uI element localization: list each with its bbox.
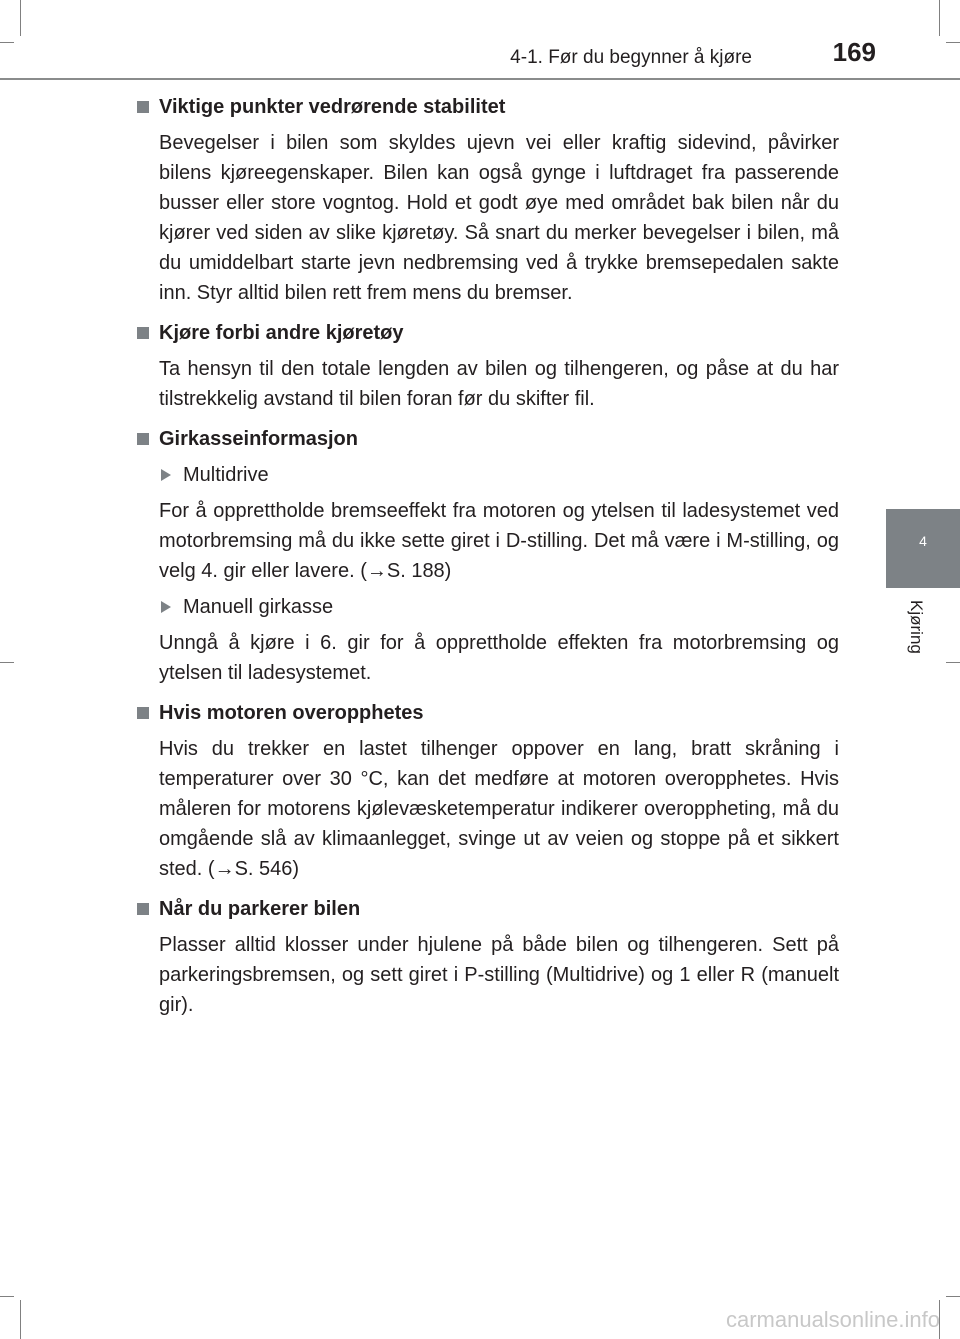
section-parking bbox=[131, 894, 839, 1020]
header-rule bbox=[0, 78, 960, 80]
section-heading-text: Girkasseinformasjon bbox=[159, 428, 358, 450]
subsection-body: For å opprettholde bremseeffekt fra motoren og ytelsen til ladesystemet ved motorbremsing må du ikke sette giret i D-stilling. Det må være i M-stilling, og velg 4. gir eller lavere. (→S. 188) bbox=[159, 500, 839, 582]
section-heading bbox=[131, 92, 839, 122]
section-transmission bbox=[131, 424, 839, 688]
crop-mark bbox=[20, 1300, 21, 1339]
crop-mark bbox=[946, 1296, 960, 1297]
watermark: carmanualsonline.info bbox=[725, 1307, 940, 1332]
page-number: 169 bbox=[832, 37, 876, 67]
section-body: Ta hensyn til den totale lengden av bilen og tilhengeren, og påse at du har tilstrekkelig avstand til bilen foran før du skifter fil. bbox=[159, 358, 839, 410]
triangle-bullet-icon bbox=[161, 601, 171, 613]
section-stability bbox=[131, 92, 839, 308]
section-body: Plasser alltid klosser under hjulene på både bilen og tilhengeren. Sett på parkeringsbremsen, og sett giret i P-stilling (Multidrive) og 1 eller R (manuelt gir). bbox=[159, 934, 839, 1016]
section-overtaking bbox=[131, 318, 839, 414]
crop-mark bbox=[0, 42, 14, 43]
chapter-tab bbox=[886, 509, 960, 588]
crop-mark bbox=[0, 1296, 14, 1297]
section-heading bbox=[131, 424, 839, 454]
section-heading-text: Viktige punkter vedrørende stabilitet bbox=[159, 96, 506, 118]
section-heading-text: Kjøre forbi andre kjøretøy bbox=[159, 322, 404, 344]
triangle-bullet-icon bbox=[161, 469, 171, 481]
crop-mark bbox=[20, 0, 21, 36]
section-heading bbox=[131, 318, 839, 348]
square-bullet-icon bbox=[137, 903, 149, 915]
subsection-title bbox=[159, 592, 839, 622]
crop-mark bbox=[946, 42, 960, 43]
page-content bbox=[131, 92, 839, 1030]
section-body: Bevegelser i bilen som skyldes ujevn vei eller kraftig sidevind, påvirker bilens kjøreegenskaper. Bilen kan også gynge i luftdraget fra passerende busser eller store vogntog. Hold et godt øye med området bak bilen når du kjører ved siden av slike kjøretøy. Så snart du merker bevegelser i bilen, må du umiddelbart starte jevn nedbremsing ved å trykke bremsepedalen sakte inn. Styr alltid bilen rett frem mens du bremser. bbox=[159, 132, 839, 304]
square-bullet-icon bbox=[137, 433, 149, 445]
section-heading bbox=[131, 698, 839, 728]
crop-mark bbox=[0, 662, 14, 663]
subsection-title-text: Manuell girkasse bbox=[183, 596, 334, 618]
crop-mark bbox=[946, 662, 960, 663]
subsection-title-text: Multidrive bbox=[183, 464, 269, 486]
section-heading-text: Når du parkerer bilen bbox=[159, 898, 361, 920]
square-bullet-icon bbox=[137, 707, 149, 719]
section-heading-text: Hvis motoren overopphetes bbox=[159, 702, 424, 724]
section-heading bbox=[131, 894, 839, 924]
chapter-title: 4-1. Før du begynner å kjøre bbox=[510, 47, 752, 68]
chapter-tab-label: Kjøring bbox=[907, 600, 926, 654]
subsection-title bbox=[159, 460, 839, 490]
section-body: Hvis du trekker en lastet tilhenger oppover en lang, bratt skråning i temperaturer over 30 °C, kan det medføre at motoren overopphetes. Hvis måleren for motorens kjølevæsketemperatur indikerer overoppheting, må du omgående slå av klimaanlegget, svinge ut av veien og stoppe på et sikkert sted. (→S. 546) bbox=[159, 738, 839, 880]
square-bullet-icon bbox=[137, 327, 149, 339]
crop-mark bbox=[939, 0, 940, 36]
square-bullet-icon bbox=[137, 101, 149, 113]
subsection-body: Unngå å kjøre i 6. gir for å opprettholde effekten fra motorbremsing og ytelsen til ladesystemet. bbox=[159, 632, 839, 684]
section-overheating bbox=[131, 698, 839, 884]
chapter-tab-number: 4 bbox=[919, 533, 927, 549]
